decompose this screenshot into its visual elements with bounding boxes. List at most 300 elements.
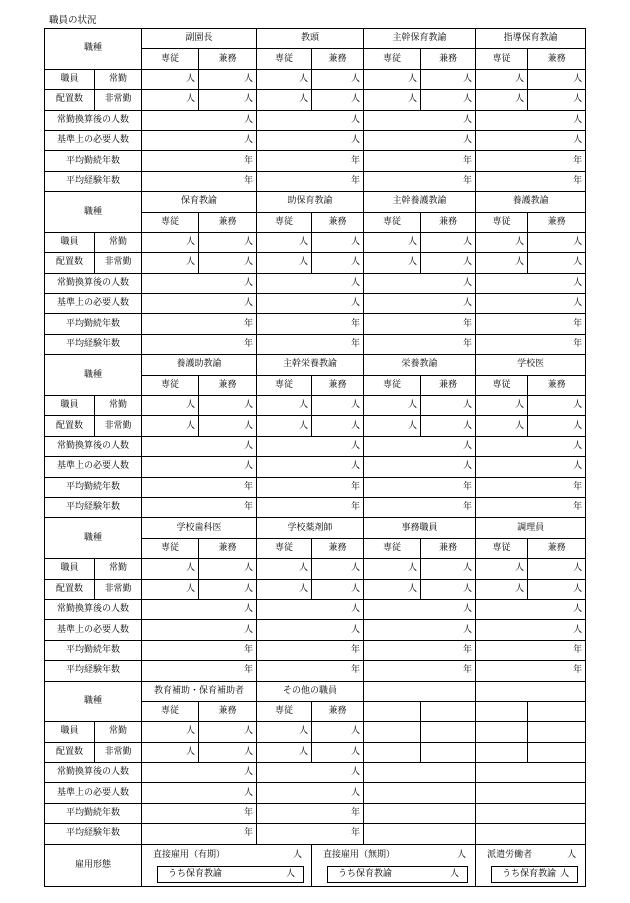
count-input-cell[interactable]: 人 [528, 416, 586, 436]
full-time-header: 専従 [364, 538, 421, 558]
count-input-cell[interactable]: 人 [312, 722, 364, 742]
count-input-cell[interactable]: 人 [312, 69, 364, 89]
employment-type-label: 直接雇用（無期） [323, 850, 396, 861]
job-name-row [45, 29, 586, 49]
job-name: 主幹栄養教諭 [257, 355, 364, 375]
placement-label: 配置数 [45, 253, 95, 273]
count-input-cell[interactable]: 人 [528, 579, 586, 599]
count-input-cell[interactable]: 人 [142, 69, 199, 89]
value-input-cell[interactable]: 年 [142, 803, 257, 823]
page-title: 職員の状況 [49, 15, 97, 26]
count-input-cell[interactable]: 人 [364, 253, 421, 273]
job-name: 副園長 [142, 29, 257, 49]
regular-label: 常勤 [95, 69, 142, 89]
job-type-header: 職種 [45, 29, 142, 70]
job-name: 主幹保育教諭 [364, 29, 476, 49]
sub-label: うち保育教諭 [502, 868, 557, 879]
blank-cell [364, 722, 421, 742]
fte-row [45, 273, 586, 293]
value-input-cell[interactable]: 年 [142, 334, 257, 354]
staff-label: 職員 [45, 722, 95, 742]
count-input-cell[interactable]: 人 [421, 416, 476, 436]
full-time-header: 専従 [476, 49, 528, 69]
value-input-cell[interactable]: 人 [364, 273, 476, 293]
job-name-row [45, 192, 586, 212]
avg_service-label: 平均勤続年数 [45, 640, 142, 660]
job-name: 教頭 [257, 29, 364, 49]
part-time-header: 兼務 [312, 49, 364, 69]
value-input-cell[interactable]: 年 [364, 334, 476, 354]
count-input-cell[interactable]: 人 [528, 396, 586, 416]
required-row [45, 457, 586, 477]
nursery-teacher-subbox [157, 866, 304, 883]
count-input-cell[interactable]: 人 [364, 232, 421, 252]
part-time-header: 兼務 [528, 49, 586, 69]
count-input-cell[interactable]: 人 [476, 253, 528, 273]
full-time-header: 専従 [257, 212, 312, 232]
value-input-cell[interactable]: 人 [364, 620, 476, 640]
blank-cell [476, 803, 586, 823]
full-time-header: 専従 [476, 538, 528, 558]
value-input-cell[interactable]: 年 [476, 171, 586, 191]
count-input-cell[interactable]: 人 [257, 232, 312, 252]
required-label: 基準上の必要人数 [45, 294, 142, 314]
count-input-cell[interactable]: 人 [312, 416, 364, 436]
regular-label: 常勤 [95, 722, 142, 742]
value-input-cell[interactable]: 人 [142, 457, 257, 477]
value-input-cell[interactable]: 年 [364, 151, 476, 171]
regular-label: 常勤 [95, 396, 142, 416]
blank-cell [421, 742, 476, 762]
job-name: 学校薬剤師 [257, 518, 364, 538]
value-input-cell[interactable]: 人 [476, 599, 586, 619]
avg_service-row [45, 640, 586, 660]
count-input-cell[interactable]: 人 [257, 253, 312, 273]
part-time-header: 兼務 [312, 701, 364, 721]
placement-label: 配置数 [45, 742, 95, 762]
value-input-cell[interactable]: 年 [364, 171, 476, 191]
count-input-cell[interactable]: 人 [257, 69, 312, 89]
avg_service-row [45, 151, 586, 171]
value-input-cell[interactable]: 年 [476, 661, 586, 681]
job-type-header: 職種 [45, 192, 142, 233]
value-input-cell[interactable]: 年 [142, 640, 257, 660]
sub-count-input[interactable]: 人 [450, 868, 460, 879]
value-input-cell[interactable]: 人 [257, 783, 364, 803]
count-input-cell[interactable]: 人 [199, 232, 257, 252]
value-input-cell[interactable]: 年 [364, 661, 476, 681]
job-type-header: 職種 [45, 681, 142, 722]
job-name: 学校医 [476, 355, 586, 375]
count-input-cell[interactable]: 人 [312, 232, 364, 252]
full-time-header: 専従 [257, 49, 312, 69]
value-input-cell[interactable]: 年 [476, 314, 586, 334]
count-input-cell[interactable]: 人 [199, 90, 257, 110]
staff-label: 職員 [45, 559, 95, 579]
value-input-cell[interactable]: 年 [142, 151, 257, 171]
irregular-row [45, 253, 586, 273]
nursery-teacher-subbox [491, 866, 578, 883]
value-input-cell[interactable]: 人 [142, 294, 257, 314]
required-label: 基準上の必要人数 [45, 457, 142, 477]
count-input-cell[interactable]: 人 [312, 396, 364, 416]
count-input-cell[interactable]: 人 [528, 69, 586, 89]
value-input-cell[interactable]: 年 [364, 477, 476, 497]
value-input-cell[interactable]: 人 [476, 436, 586, 456]
value-input-cell[interactable]: 人 [476, 457, 586, 477]
value-input-cell[interactable]: 人 [142, 273, 257, 293]
value-input-cell[interactable]: 人 [476, 294, 586, 314]
count-input-cell[interactable]: 人 [199, 579, 257, 599]
avg_service-row [45, 803, 586, 823]
full-time-header: 専従 [142, 538, 199, 558]
regular-row [45, 559, 586, 579]
part-time-header: 兼務 [528, 212, 586, 232]
count-input-cell[interactable]: 人 [476, 579, 528, 599]
sub-count-input[interactable]: 人 [560, 868, 570, 879]
job-name: 事務職員 [364, 518, 476, 538]
value-input-cell[interactable]: 年 [364, 497, 476, 517]
staff-status-table [44, 28, 586, 887]
count-input-cell[interactable]: 人 [364, 90, 421, 110]
count-input-cell[interactable]: 人 [199, 396, 257, 416]
value-input-cell[interactable]: 年 [257, 171, 364, 191]
full-time-header: 専従 [142, 212, 199, 232]
regular-row [45, 232, 586, 252]
value-input-cell[interactable]: 年 [257, 334, 364, 354]
part-time-header: 兼務 [528, 538, 586, 558]
blank-cell [364, 742, 421, 762]
count-input-cell[interactable]: 人 [364, 559, 421, 579]
irregular-row [45, 416, 586, 436]
employment-type-line [145, 845, 308, 866]
avg_service-row [45, 477, 586, 497]
value-input-cell[interactable]: 年 [142, 661, 257, 681]
count-input-cell[interactable]: 人 [199, 253, 257, 273]
count-input-cell[interactable]: 人 [142, 396, 199, 416]
count-input-cell[interactable]: 人 [257, 579, 312, 599]
irregular-row [45, 90, 586, 110]
value-input-cell[interactable]: 人 [142, 763, 257, 783]
blank-cell [476, 681, 586, 701]
part-time-header: 兼務 [312, 538, 364, 558]
full-time-header: 専従 [476, 212, 528, 232]
value-input-cell[interactable]: 年 [476, 640, 586, 660]
part-time-header: 兼務 [312, 212, 364, 232]
blank-cell [476, 701, 528, 721]
full-time-header: 専従 [364, 212, 421, 232]
blank-cell [364, 701, 421, 721]
count-input-cell[interactable]: 人 [257, 396, 312, 416]
value-input-cell[interactable]: 人 [257, 763, 364, 783]
regular-row [45, 722, 586, 742]
blank-cell [421, 701, 476, 721]
value-input-cell[interactable]: 人 [257, 294, 364, 314]
value-input-cell[interactable]: 年 [476, 334, 586, 354]
part-time-header: 兼務 [199, 701, 257, 721]
count-input-cell[interactable]: 人 [364, 396, 421, 416]
count-input-cell[interactable]: 人 [421, 90, 476, 110]
count-input-cell[interactable]: 人 [421, 232, 476, 252]
count-input-cell[interactable]: 人 [421, 69, 476, 89]
value-input-cell[interactable]: 人 [257, 457, 364, 477]
avg_service-label: 平均勤続年数 [45, 477, 142, 497]
count-input-cell[interactable]: 人 [476, 396, 528, 416]
count-input-cell[interactable]: 人 [421, 396, 476, 416]
count-input-cell[interactable]: 人 [312, 90, 364, 110]
employment-count-input[interactable]: 人 [457, 850, 467, 861]
sub-label: うち保育教諭 [168, 868, 223, 879]
employment-count-input[interactable]: 人 [293, 850, 303, 861]
avg_experience-row [45, 497, 586, 517]
fte-row [45, 599, 586, 619]
count-input-cell[interactable]: 人 [142, 416, 199, 436]
value-input-cell[interactable]: 人 [476, 620, 586, 640]
irregular-row [45, 579, 586, 599]
value-input-cell[interactable]: 人 [257, 620, 364, 640]
blank-cell [364, 763, 476, 783]
count-input-cell[interactable]: 人 [312, 559, 364, 579]
value-input-cell[interactable]: 人 [257, 436, 364, 456]
value-input-cell[interactable]: 人 [257, 273, 364, 293]
job-name: 調理員 [476, 518, 586, 538]
full-time-header: 専従 [142, 701, 199, 721]
job-name-row [45, 518, 586, 538]
count-input-cell[interactable]: 人 [199, 416, 257, 436]
placement-label: 配置数 [45, 579, 95, 599]
part-time-header: 兼務 [199, 49, 257, 69]
avg_experience-label: 平均経験年数 [45, 661, 142, 681]
count-input-cell[interactable]: 人 [257, 559, 312, 579]
avg_experience-row [45, 334, 586, 354]
job-name: 保育教諭 [142, 192, 257, 212]
required-row [45, 783, 586, 803]
avg_experience-label: 平均経験年数 [45, 171, 142, 191]
full-time-header: 専従 [257, 538, 312, 558]
value-input-cell[interactable]: 年 [364, 640, 476, 660]
required-row [45, 620, 586, 640]
value-input-cell[interactable]: 年 [257, 661, 364, 681]
employment-type-cell [142, 844, 312, 886]
count-input-cell[interactable]: 人 [528, 90, 586, 110]
required-row [45, 130, 586, 150]
value-input-cell[interactable]: 年 [257, 640, 364, 660]
sub-count-input[interactable]: 人 [286, 868, 296, 879]
value-input-cell[interactable]: 年 [257, 314, 364, 334]
full-time-header: 専従 [257, 701, 312, 721]
blank-cell [476, 742, 528, 762]
employment-type-line [315, 845, 472, 866]
value-input-cell[interactable]: 年 [142, 477, 257, 497]
irregular-label: 非常勤 [95, 90, 142, 110]
value-input-cell[interactable]: 人 [142, 599, 257, 619]
value-input-cell[interactable]: 人 [257, 599, 364, 619]
count-input-cell[interactable]: 人 [364, 579, 421, 599]
value-input-cell[interactable]: 人 [364, 130, 476, 150]
job-name: 養護教諭 [476, 192, 586, 212]
blank-cell [421, 722, 476, 742]
value-input-cell[interactable]: 人 [476, 273, 586, 293]
value-input-cell[interactable]: 人 [142, 436, 257, 456]
value-input-cell[interactable]: 年 [257, 497, 364, 517]
job-name: 学校歯科医 [142, 518, 257, 538]
employment-count-input[interactable]: 人 [567, 850, 577, 861]
value-input-cell[interactable]: 年 [142, 824, 257, 844]
staff-label: 職員 [45, 396, 95, 416]
irregular-label: 非常勤 [95, 742, 142, 762]
employment-type-line [479, 845, 582, 866]
value-input-cell[interactable]: 年 [142, 497, 257, 517]
value-input-cell[interactable]: 年 [364, 314, 476, 334]
fte-row [45, 436, 586, 456]
value-input-cell[interactable]: 年 [257, 151, 364, 171]
count-input-cell[interactable]: 人 [476, 69, 528, 89]
count-input-cell[interactable]: 人 [312, 579, 364, 599]
fte-label: 常勤換算後の人数 [45, 599, 142, 619]
sub-label: うち保育教諭 [338, 868, 393, 879]
part-time-header: 兼務 [199, 538, 257, 558]
value-input-cell[interactable]: 人 [142, 130, 257, 150]
value-input-cell[interactable]: 年 [142, 171, 257, 191]
count-input-cell[interactable]: 人 [257, 416, 312, 436]
value-input-cell[interactable]: 人 [364, 457, 476, 477]
part-time-header: 兼務 [421, 212, 476, 232]
employment-row [45, 844, 586, 886]
fte-label: 常勤換算後の人数 [45, 273, 142, 293]
fte-row [45, 763, 586, 783]
job-name-row [45, 355, 586, 375]
avg_service-row [45, 314, 586, 334]
irregular-label: 非常勤 [95, 416, 142, 436]
value-input-cell[interactable]: 人 [476, 110, 586, 130]
count-input-cell[interactable]: 人 [199, 559, 257, 579]
value-input-cell[interactable]: 人 [364, 599, 476, 619]
value-input-cell[interactable]: 人 [364, 294, 476, 314]
blank-cell [364, 681, 476, 701]
part-time-header: 兼務 [528, 375, 586, 395]
placement-label: 配置数 [45, 90, 95, 110]
nursery-teacher-subbox [327, 866, 468, 883]
avg_service-label: 平均勤続年数 [45, 803, 142, 823]
value-input-cell[interactable]: 人 [257, 110, 364, 130]
job-name: 教育補助・保育補助者 [142, 681, 257, 701]
job-name: 養護助教諭 [142, 355, 257, 375]
count-input-cell[interactable]: 人 [199, 742, 257, 762]
count-input-cell[interactable]: 人 [142, 722, 199, 742]
irregular-row [45, 742, 586, 762]
part-time-header: 兼務 [199, 212, 257, 232]
count-input-cell[interactable]: 人 [199, 722, 257, 742]
value-input-cell[interactable]: 人 [257, 130, 364, 150]
value-input-cell[interactable]: 年 [476, 151, 586, 171]
value-input-cell[interactable]: 人 [142, 620, 257, 640]
count-input-cell[interactable]: 人 [476, 232, 528, 252]
count-input-cell[interactable]: 人 [142, 90, 199, 110]
count-input-cell[interactable]: 人 [364, 416, 421, 436]
blank-cell [476, 824, 586, 844]
count-input-cell[interactable]: 人 [364, 69, 421, 89]
required-row [45, 294, 586, 314]
blank-cell [476, 783, 586, 803]
irregular-label: 非常勤 [95, 253, 142, 273]
value-input-cell[interactable]: 年 [257, 803, 364, 823]
job-type-header: 職種 [45, 355, 142, 396]
count-input-cell[interactable]: 人 [257, 90, 312, 110]
value-input-cell[interactable]: 人 [364, 436, 476, 456]
avg_experience-label: 平均経験年数 [45, 334, 142, 354]
count-input-cell[interactable]: 人 [528, 559, 586, 579]
job-name: その他の職員 [257, 681, 364, 701]
value-input-cell[interactable]: 年 [476, 497, 586, 517]
count-input-cell[interactable]: 人 [312, 253, 364, 273]
count-input-cell[interactable]: 人 [312, 742, 364, 762]
job-name: 指導保育教諭 [476, 29, 586, 49]
regular-row [45, 396, 586, 416]
blank-cell [528, 701, 586, 721]
value-input-cell[interactable]: 年 [476, 477, 586, 497]
regular-label: 常勤 [95, 559, 142, 579]
blank-cell [476, 722, 528, 742]
avg_experience-row [45, 171, 586, 191]
count-input-cell[interactable]: 人 [476, 90, 528, 110]
irregular-label: 非常勤 [95, 579, 142, 599]
count-input-cell[interactable]: 人 [421, 559, 476, 579]
job-name: 助保育教諭 [257, 192, 364, 212]
part-time-header: 兼務 [199, 375, 257, 395]
required-label: 基準上の必要人数 [45, 130, 142, 150]
fte-label: 常勤換算後の人数 [45, 436, 142, 456]
count-input-cell[interactable]: 人 [142, 253, 199, 273]
count-input-cell[interactable]: 人 [257, 722, 312, 742]
count-input-cell[interactable]: 人 [142, 232, 199, 252]
blank-cell [528, 742, 586, 762]
value-input-cell[interactable]: 年 [142, 314, 257, 334]
blank-cell [364, 803, 476, 823]
job-type-header: 職種 [45, 518, 142, 559]
count-input-cell[interactable]: 人 [199, 69, 257, 89]
count-input-cell[interactable]: 人 [528, 232, 586, 252]
full-time-header: 専従 [364, 375, 421, 395]
count-input-cell[interactable]: 人 [142, 579, 199, 599]
blank-cell [476, 763, 586, 783]
count-input-cell[interactable]: 人 [142, 559, 199, 579]
job-name-row [45, 681, 586, 701]
avg_experience-label: 平均経験年数 [45, 497, 142, 517]
count-input-cell[interactable]: 人 [476, 559, 528, 579]
employment-type-label: 直接雇用（有期） [153, 850, 226, 861]
employment-type-cell [312, 844, 476, 886]
fte-row [45, 110, 586, 130]
count-input-cell[interactable]: 人 [528, 253, 586, 273]
part-time-header: 兼務 [421, 49, 476, 69]
count-input-cell[interactable]: 人 [142, 742, 199, 762]
value-input-cell[interactable]: 人 [142, 110, 257, 130]
full-time-header: 専従 [476, 375, 528, 395]
value-input-cell[interactable]: 人 [364, 110, 476, 130]
count-input-cell[interactable]: 人 [257, 742, 312, 762]
staff-label: 職員 [45, 232, 95, 252]
part-time-header: 兼務 [421, 375, 476, 395]
count-input-cell[interactable]: 人 [476, 416, 528, 436]
value-input-cell[interactable]: 年 [257, 824, 364, 844]
employment-label: 雇用形態 [45, 844, 142, 886]
value-input-cell[interactable]: 人 [476, 130, 586, 150]
job-name: 主幹養護教諭 [364, 192, 476, 212]
count-input-cell[interactable]: 人 [421, 253, 476, 273]
value-input-cell[interactable]: 人 [142, 783, 257, 803]
value-input-cell[interactable]: 年 [257, 477, 364, 497]
count-input-cell[interactable]: 人 [421, 579, 476, 599]
